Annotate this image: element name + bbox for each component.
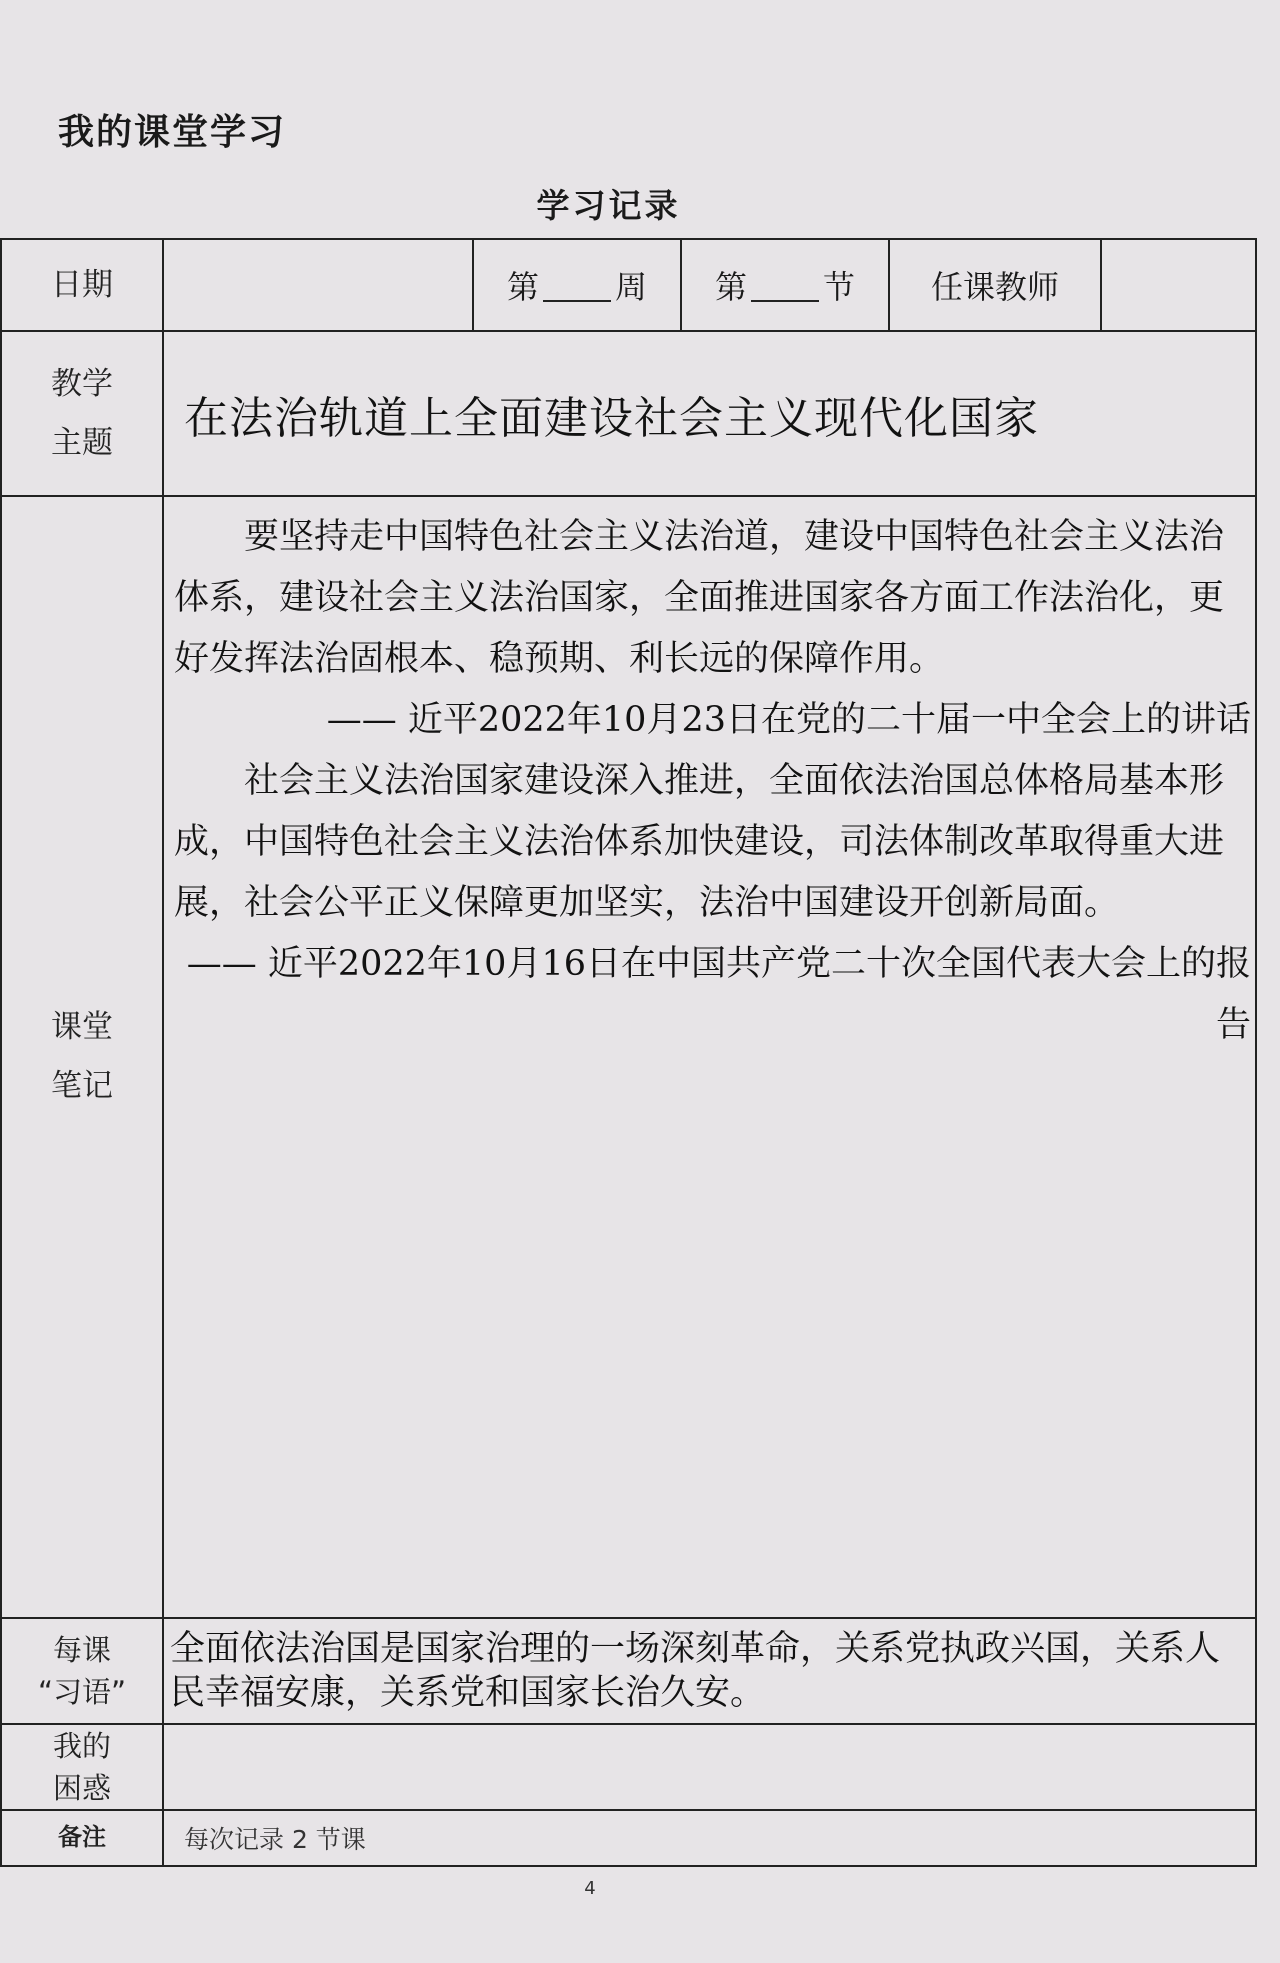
notes-paragraph-1: 要坚持走中国特色社会主义法治道，建设中国特色社会主义法治体系，建设社会主义法治国家，全面推进国家各方面工作法治化，更好发挥法治固根本、稳预期、利长远的保障作用。 xyxy=(174,517,1225,679)
record-title: 学习记录 xyxy=(536,186,681,225)
topic-label xyxy=(1,331,163,496)
motto-value: 全面依法治国是国家治理的一场深刻革命，关系党执政兴国，关系人民幸福安康，关系党和国家长治久安。 xyxy=(163,1618,1256,1724)
motto-label-line2: “习语” xyxy=(37,1675,127,1709)
header-row xyxy=(1,239,1256,331)
notes-row xyxy=(1,496,1256,1618)
notes-label xyxy=(1,496,163,1618)
date-label: 日期 xyxy=(1,239,163,331)
motto-row xyxy=(1,1618,1256,1724)
study-record-table xyxy=(0,238,1257,1867)
week-suffix: 周 xyxy=(615,268,648,306)
week-blank xyxy=(543,299,611,302)
page-number: 4 xyxy=(584,1878,596,1899)
topic-row xyxy=(1,331,1256,496)
lesson-prefix: 第 xyxy=(714,268,747,306)
lesson-suffix: 节 xyxy=(823,268,856,306)
week-cell xyxy=(473,239,681,331)
date-value xyxy=(163,239,473,331)
confusion-row xyxy=(1,1724,1256,1810)
notes-source-1: —— 近平2022年10月23日在党的二十届一中全会上的讲话 xyxy=(326,700,1251,740)
notes-paragraph-2: 社会主义法治国家建设深入推进，全面依法治国总体格局基本形成，中国特色社会主义法治体系加快建设，司法体制改革取得重大进展，社会公平正义保障更加坚实，法治中国建设开创新局面。 xyxy=(174,761,1225,923)
notes-label-line2: 笔记 xyxy=(51,1068,113,1104)
remark-label: 备注 xyxy=(1,1810,163,1866)
remark-value: 每次记录 2 节课 xyxy=(163,1810,1256,1866)
motto-label xyxy=(1,1618,163,1724)
confusion-label-line1: 我的 xyxy=(52,1729,111,1763)
topic-label-line1: 教学 xyxy=(51,365,113,402)
notes-content xyxy=(163,496,1256,1618)
lesson-blank xyxy=(751,299,819,302)
motto-label-line1: 每课 xyxy=(52,1632,111,1667)
page-title: 我的课堂学习 xyxy=(58,112,287,153)
notes-source-2: —— 近平2022年10月16日在中国共产党二十次全国代表大会上的报告 xyxy=(186,944,1251,1045)
notes-label-line1: 课堂 xyxy=(51,1009,113,1046)
teacher-value xyxy=(1101,239,1256,331)
week-prefix: 第 xyxy=(506,268,539,306)
lesson-cell xyxy=(681,239,889,331)
remark-row xyxy=(1,1810,1256,1866)
topic-label-line2: 主题 xyxy=(51,424,113,461)
confusion-value xyxy=(163,1724,1256,1810)
confusion-label xyxy=(1,1724,163,1810)
topic-value: 在法治轨道上全面建设社会主义现代化国家 xyxy=(163,331,1256,496)
confusion-label-line2: 困惑 xyxy=(52,1771,111,1806)
teacher-label: 任课教师 xyxy=(889,239,1101,331)
